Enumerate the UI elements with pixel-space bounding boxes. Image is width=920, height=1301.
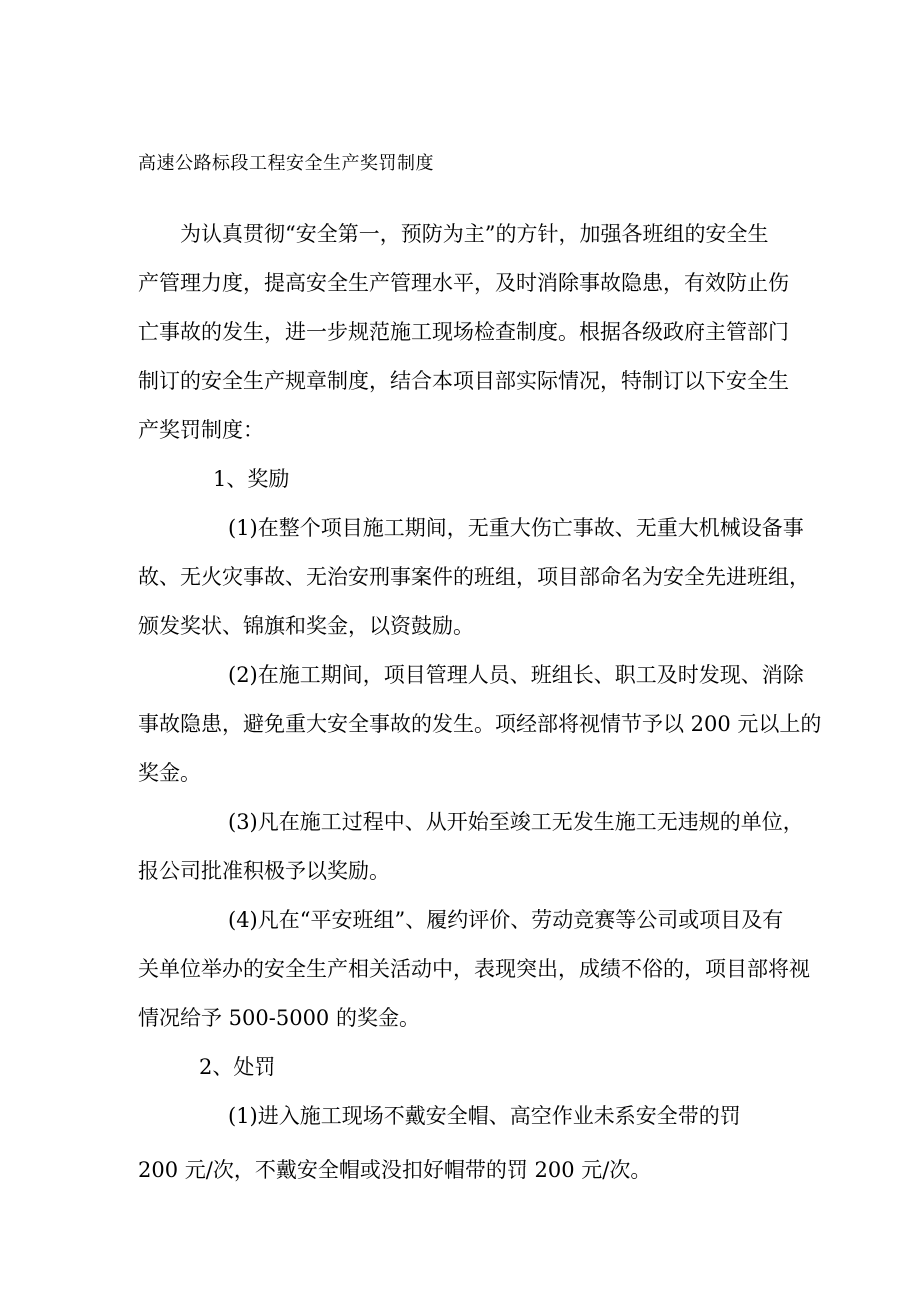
reward-item-4-line-3: 情况给予 500-5000 的奖金。 <box>138 1006 420 1030</box>
section-2-heading: 2、处罚 <box>199 1055 276 1079</box>
reward-item-3-line-1: (3)凡在施工过程中、从开始至竣工无发生施工无违规的单位， <box>228 810 804 834</box>
reward-item-2-line-3: 奖金。 <box>138 761 201 785</box>
penalty-item-1-line-1: (1)进入施工现场不戴安全帽、高空作业未系安全带的罚 <box>228 1104 741 1128</box>
reward-item-4-line-2: 关单位举办的安全生产相关活动中，表现突出，成绩不俗的，项目部将视 <box>138 957 810 981</box>
reward-item-1-line-2: 故、无火灾事故、无治安刑事案件的班组，项目部命名为安全先进班组， <box>138 565 810 589</box>
document-title: 高速公路标段工程安全生产奖罚制度 <box>138 153 434 174</box>
intro-line-1: 为认真贯彻“安全第一，预防为主”的方针，加强各班组的安全生 <box>180 222 769 246</box>
reward-item-2-line-1: (2)在施工期间，项目管理人员、班组长、职工及时发现、消除 <box>228 663 804 687</box>
intro-line-4: 制订的安全生产规章制度，结合本项目部实际情况，特制订以下安全生 <box>138 369 789 393</box>
reward-item-4-line-1: (4)凡在“平安班组”、履约评价、劳动竞赛等公司或项目及有 <box>228 908 784 932</box>
reward-item-2-line-2: 事故隐患，避免重大安全事故的发生。项经部将视情节予以 200 元以上的 <box>138 712 822 736</box>
reward-item-3-line-2: 报公司批准积极予以奖励。 <box>138 859 390 883</box>
intro-line-3: 亡事故的发生，进一步规范施工现场检查制度。根据各级政府主管部门 <box>138 320 789 344</box>
penalty-item-1-line-2: 200 元/次，不戴安全帽或没扣好帽带的罚 200 元/次。 <box>138 1158 652 1182</box>
intro-line-2: 产管理力度，提高安全生产管理水平，及时消除事故隐患，有效防止伤 <box>138 271 789 295</box>
intro-line-5: 产奖罚制度： <box>138 418 264 442</box>
reward-item-1-line-3: 颁发奖状、锦旗和奖金，以资鼓励。 <box>138 614 474 638</box>
reward-item-1-line-1: (1)在整个项目施工期间，无重大伤亡事故、无重大机械设备事 <box>228 516 804 540</box>
section-1-heading: 1、奖励 <box>213 467 290 491</box>
